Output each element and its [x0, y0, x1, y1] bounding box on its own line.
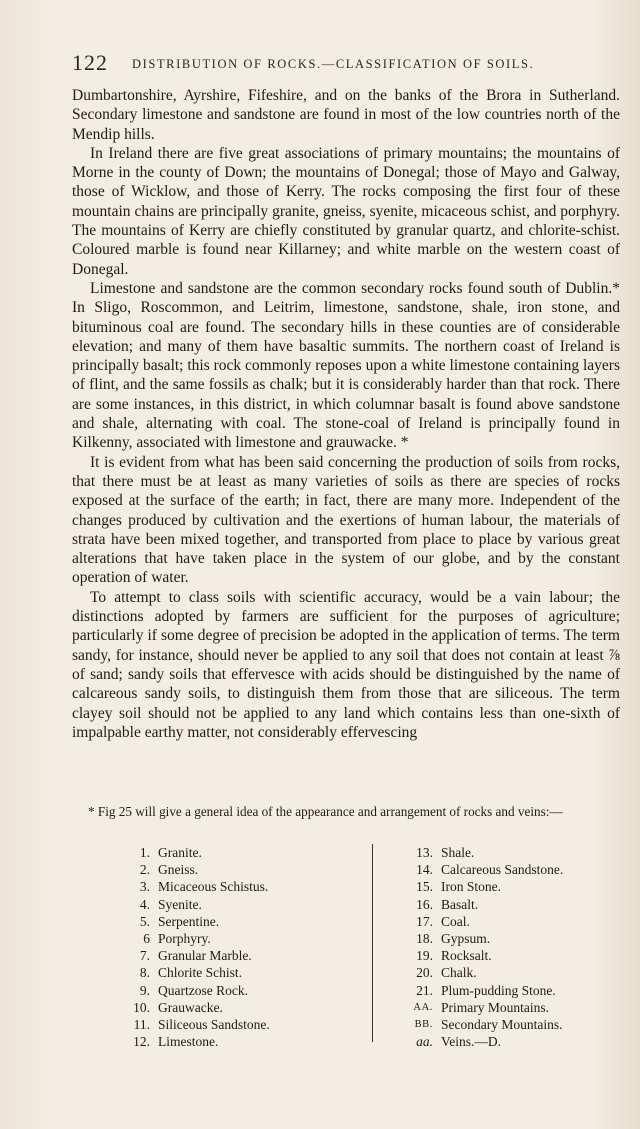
legend-label: Gneiss.: [158, 862, 199, 878]
legend-key: 21.: [416, 982, 433, 998]
legend-key: 12.: [133, 1034, 150, 1050]
footnote-text: * Fig 25 will give a general idea of the appearance and arrangement of rocks and veins:—: [88, 804, 563, 819]
paragraph: It is evident from what has been said concerning the production of soils from rocks, that there must be at least as many varieties of soils as there are species of rocks exposed at the surface of the earth; in fact, there are many more. Independent of the changes produced by cultivation and the exertions of human labour, the materials of strata have been mixed together, and transported from place to place by various great alterations that have taken place in the system of our globe, and by the constant operation of water.: [72, 453, 620, 587]
legend-label: Limestone.: [158, 1034, 219, 1050]
legend-label: Coal.: [441, 913, 470, 929]
legend-item: [395, 861, 640, 878]
legend-label: Plum-pudding Stone.: [441, 982, 556, 998]
legend-item: [112, 999, 342, 1016]
page-number: 122: [72, 50, 108, 75]
legend-label: Porphyry.: [158, 931, 211, 947]
legend-key: 10.: [133, 999, 150, 1015]
legend-label: Shale.: [441, 845, 475, 860]
legend-item: [395, 896, 640, 913]
paragraph: In Ireland there are five great associations of primary mountains; the mountains of Morne in the county of Down; the mountains of Donegal; those of Mayo and Galway, those of Wicklow, and those of Kerry. The rocks composing the first four of these mountain chains are principally granite, gneiss, syenite, micaceous schist, and porphyry. The mountains of Kerry are chiefly constituted by granular quartz, and chlorite-schist. Coloured marble is found near Killarney; and white marble on the western coast of Donegal.: [72, 144, 620, 278]
legend-label: Gypsum.: [441, 931, 491, 947]
legend-key: 3.: [139, 879, 150, 895]
legend-label: Serpentine.: [158, 913, 220, 929]
legend-label: Basalt.: [441, 896, 479, 912]
legend-column-right: [372, 844, 640, 1050]
legend-item: [112, 982, 342, 999]
legend-label: Grauwacke.: [158, 999, 223, 1015]
legend-label: Chlorite Schist.: [158, 965, 242, 981]
legend-label: Syenite.: [158, 896, 202, 912]
legend-item: [395, 1016, 640, 1033]
legend-item: [395, 930, 640, 947]
legend-label: Quartzose Rock.: [158, 982, 248, 998]
legend-key: 2.: [139, 862, 150, 878]
paragraph: To attempt to class soils with scientific accuracy, would be a vain labour; the distinctions adopted by farmers are sufficient for the purposes of agriculture; particularly if some degree of precision be adopted in the application of terms. The term sandy, for instance, should never be applied to any soil that does not contain at least ⅞ of sand; sandy soils that effervesce with acids should be distinguished by the name of calcareous sandy soils, to distinguish them from those that are siliceous. The term clayey soil should not be applied to any land which contains less than one-sixth of impalpable earthy matter, not considerably effervescing: [72, 588, 620, 741]
legend-label: Iron Stone.: [441, 879, 501, 895]
legend-item: [395, 844, 640, 861]
legend-label: Primary Mountains.: [441, 999, 549, 1015]
legend-key: 4.: [139, 896, 150, 912]
legend-key: 19.: [416, 948, 433, 964]
legend-key: 9.: [139, 982, 150, 998]
figure-legend: [72, 844, 620, 1050]
legend-item: [395, 964, 640, 981]
legend-label: Micaceous Schistus.: [158, 879, 269, 895]
running-head: DISTRIBUTION OF ROCKS.—CLASSIFICATION OF SOILS.: [132, 57, 535, 71]
legend-item: [112, 947, 342, 964]
legend-key: AA.: [413, 1001, 433, 1013]
legend-label: Veins.—D.: [441, 1034, 501, 1050]
legend-key: 8.: [139, 965, 150, 981]
legend-item: [112, 861, 342, 878]
legend-label: Chalk.: [441, 965, 477, 981]
footnote: [72, 803, 620, 820]
paragraph: Limestone and sandstone are the common secondary rocks found south of Dublin.* In Sligo, Roscommon, and Leitrim, limestone, sandstone, shale, iron stone, and bituminous coal are found. The secondary hills in these counties are of considerable elevation; and many of them have basaltic summits. The northern coast of Ireland is principally basalt; this rock commonly reposes upon a white limestone containing layers of flint, and the same fossils as chalk; but it is considerably harder than that rock. There are some instances, in this district, in which columnar basalt is found above sandstone and shale, alternating with coal. The stone-coal of Ireland is principally found in Kilkenny, associated with limestone and grauwacke. *: [72, 279, 620, 452]
legend-label: Calcareous Sandstone.: [441, 862, 564, 878]
legend-item: [112, 878, 342, 895]
legend-key: 20.: [416, 965, 433, 981]
legend-item: [112, 1033, 342, 1050]
legend-label: Secondary Mountains.: [441, 1017, 563, 1033]
legend-key: 6: [143, 931, 150, 947]
legend-key: 17.: [416, 913, 433, 929]
legend-item: [112, 930, 342, 947]
legend-key: 14.: [416, 862, 433, 878]
paragraph: Dumbartonshire, Ayrshire, Fifeshire, and on the banks of the Brora in Sutherland. Secondary limestone and sandstone are found in most of the low countries north of the Mendip hills.: [72, 87, 620, 143]
legend-item: [112, 913, 342, 930]
legend-key: BB.: [414, 1019, 433, 1031]
legend-key: 7.: [139, 948, 150, 964]
legend-item: [112, 964, 342, 981]
legend-item: [395, 999, 640, 1016]
legend-item: [112, 1016, 342, 1033]
legend-label: Siliceous Sandstone.: [158, 1017, 270, 1033]
legend-key: 1.: [139, 845, 150, 860]
legend-label: Rocksalt.: [441, 948, 492, 964]
legend-key: 11.: [133, 1017, 150, 1033]
body-text: [72, 86, 620, 742]
legend-key: 16.: [416, 896, 433, 912]
legend-key: aa.: [416, 1034, 433, 1050]
legend-key: 15.: [416, 879, 433, 895]
legend-item: [395, 913, 640, 930]
page-header: [72, 50, 620, 76]
legend-key: 13.: [416, 845, 433, 860]
legend-item: [112, 896, 342, 913]
legend-item: [395, 947, 640, 964]
legend-item: [395, 982, 640, 999]
legend-label: Granite.: [158, 845, 202, 860]
legend-item: [112, 844, 342, 861]
legend-key: 18.: [416, 931, 433, 947]
legend-column-left: [112, 844, 342, 1050]
legend-item: [395, 878, 640, 895]
legend-key: 5.: [139, 913, 150, 929]
legend-item: [395, 1033, 640, 1050]
legend-label: Granular Marble.: [158, 948, 252, 964]
